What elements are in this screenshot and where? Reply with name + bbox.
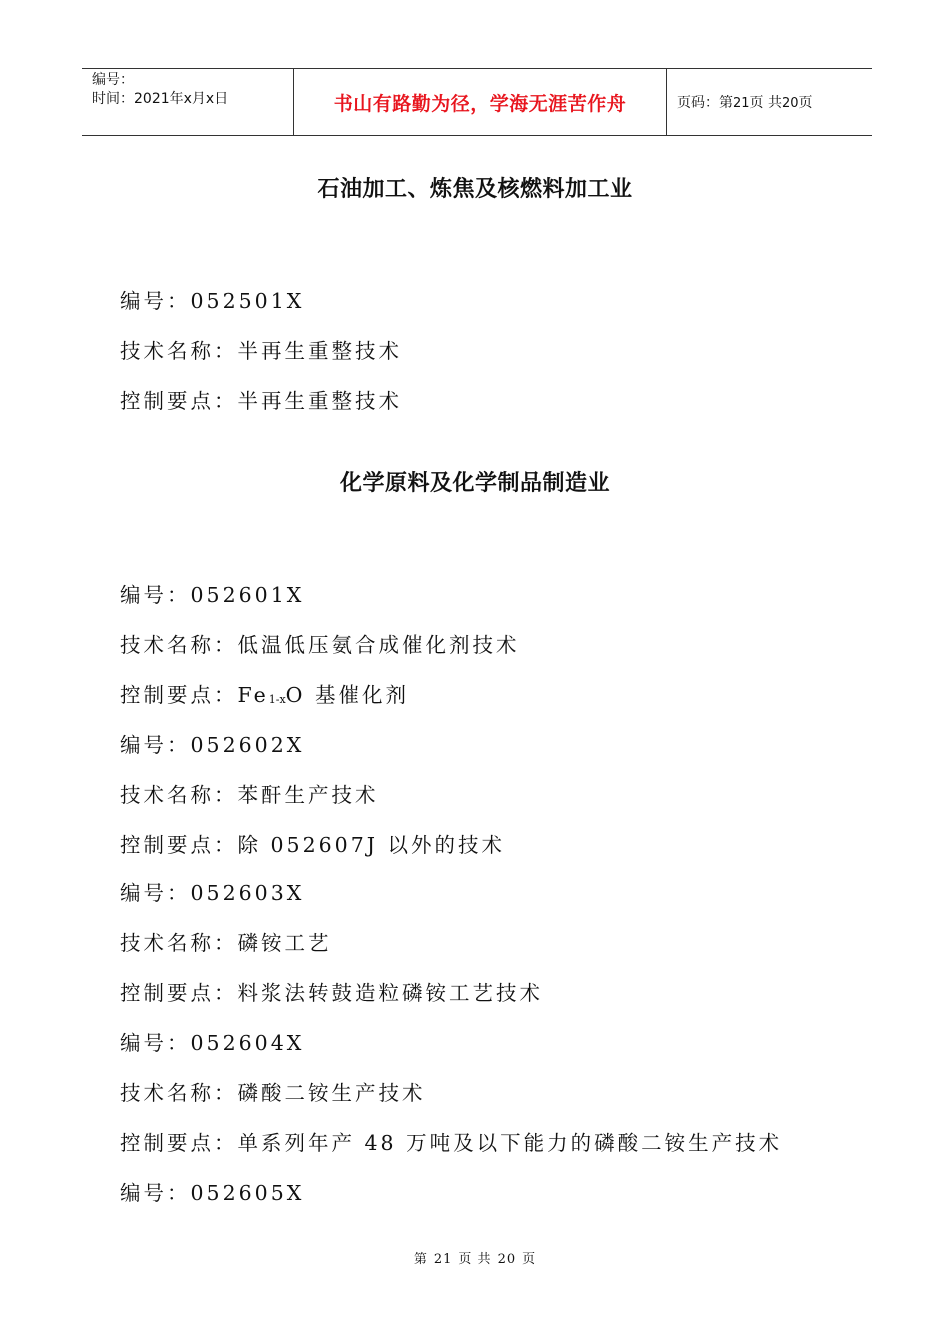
entry-label: 技术名称： xyxy=(120,931,238,955)
footer-total-pages: 20 xyxy=(497,1252,517,1267)
header-time-label: 时间： xyxy=(92,91,134,107)
header-page-info xyxy=(667,69,873,136)
entry-label: 编号： xyxy=(120,733,191,757)
entry-value: 料浆法转鼓造粒磷铵工艺技术 xyxy=(237,981,543,1005)
entry-number xyxy=(120,880,304,906)
entry-value: 052604X xyxy=(190,1031,305,1055)
header-page-current: 21 xyxy=(733,96,750,111)
entry-value: 磷铵工艺 xyxy=(237,931,332,955)
entry-label: 技术名称： xyxy=(120,1081,238,1105)
entry-control-point xyxy=(120,980,543,1006)
entry-tech-name xyxy=(120,338,402,364)
entry-label: 技术名称： xyxy=(120,339,238,363)
entry-value-formula: Fe xyxy=(237,683,269,707)
header-page-label: 页码：第 xyxy=(677,95,733,111)
entry-value: 除 052607J 以外的技术 xyxy=(237,833,506,857)
entry-label: 控制要点： xyxy=(120,1131,238,1155)
header-meta xyxy=(82,69,294,136)
entry-label: 编号： xyxy=(120,881,191,905)
entry-value: 052605X xyxy=(190,1181,305,1205)
header-number-label: 编号： xyxy=(92,72,134,88)
header-page-mid: 页 共 xyxy=(749,95,782,111)
header-motto: 书山有路勤为径，学海无涯苦作舟 xyxy=(294,69,667,136)
section-title-petroleum: 石油加工、炼焦及核燃料加工业 xyxy=(317,177,633,202)
header-page-total: 20 xyxy=(782,96,799,111)
entry-number xyxy=(120,1030,304,1056)
footer-prefix: 第 xyxy=(413,1252,428,1267)
entry-label: 技术名称： xyxy=(120,783,238,807)
entry-control-point xyxy=(120,682,409,713)
entry-value: 052603X xyxy=(190,881,305,905)
entry-value-rest: O 基催化剂 xyxy=(285,683,409,707)
header-time-value: 2021年x月x日 xyxy=(134,91,229,107)
page-footer xyxy=(0,1248,950,1267)
entry-number xyxy=(120,288,304,314)
entry-value: 磷酸二铵生产技术 xyxy=(237,1081,426,1105)
entry-label: 控制要点： xyxy=(120,389,238,413)
entry-label: 控制要点： xyxy=(120,683,238,707)
entry-value: 单系列年产 48 万吨及以下能力的磷酸二铵生产技术 xyxy=(237,1131,783,1155)
entry-label: 技术名称： xyxy=(120,633,238,657)
entry-label: 控制要点： xyxy=(120,981,238,1005)
entry-value: 052602X xyxy=(190,733,305,757)
footer-suffix: 页 xyxy=(522,1252,537,1267)
entry-value: 半再生重整技术 xyxy=(237,339,402,363)
entry-value: 052601X xyxy=(190,583,305,607)
header-page-suffix: 页 xyxy=(798,95,813,111)
entry-number xyxy=(120,732,304,758)
entry-control-point xyxy=(120,1130,782,1156)
entry-value-subscript: 1-x xyxy=(268,693,286,706)
footer-current-page: 21 xyxy=(433,1252,453,1267)
entry-label: 编号： xyxy=(120,583,191,607)
entry-label: 编号： xyxy=(120,1181,191,1205)
entry-tech-name xyxy=(120,1080,426,1106)
entry-value: 苯酐生产技术 xyxy=(237,783,379,807)
header-time xyxy=(92,90,293,109)
section-title-chemical: 化学原料及化学制品制造业 xyxy=(339,471,610,496)
entry-tech-name xyxy=(120,930,332,956)
entry-tech-name xyxy=(120,632,520,658)
entry-number xyxy=(120,582,304,608)
footer-mid: 页 共 xyxy=(458,1252,492,1267)
entry-tech-name xyxy=(120,782,379,808)
entry-label: 编号： xyxy=(120,1031,191,1055)
entry-value: 052501X xyxy=(190,289,305,313)
entry-control-point xyxy=(120,832,505,858)
entry-label: 控制要点： xyxy=(120,833,238,857)
page-header xyxy=(82,68,872,136)
entry-label: 编号： xyxy=(120,289,191,313)
entry-control-point xyxy=(120,388,402,414)
entry-value: 半再生重整技术 xyxy=(237,389,402,413)
entry-value: 低温低压氨合成催化剂技术 xyxy=(237,633,520,657)
entry-number xyxy=(120,1180,304,1206)
